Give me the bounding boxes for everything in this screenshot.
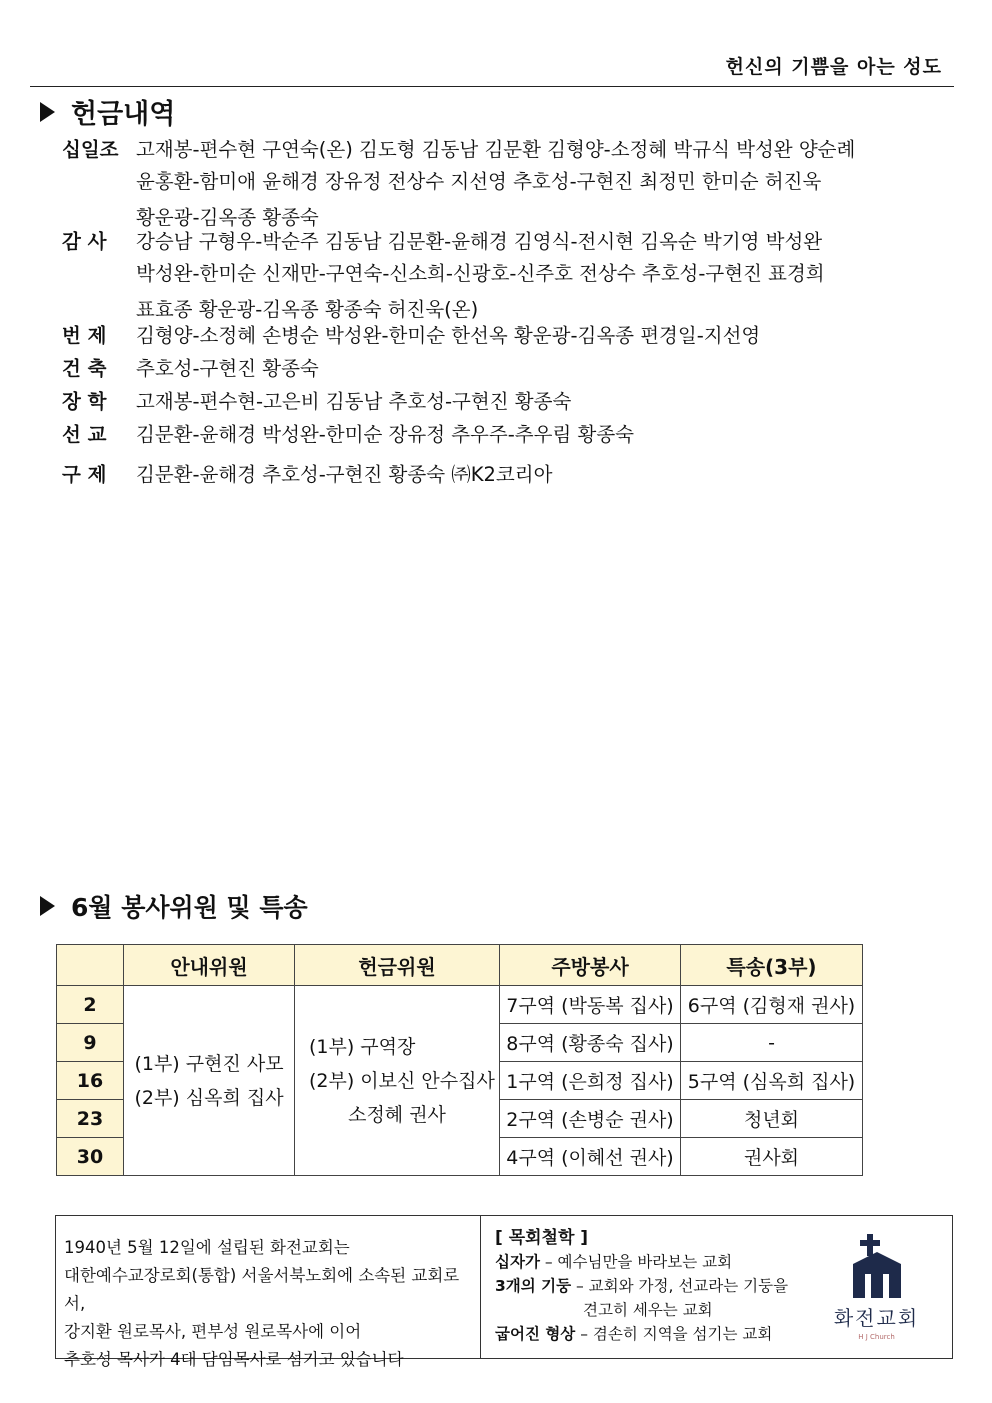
church-history	[56, 1216, 481, 1369]
usher-line: (2부) 심옥희 집사	[134, 1086, 284, 1109]
offering-team-line: (1부) 구역장	[309, 1035, 416, 1058]
page-header-title: 헌신의 기쁨을 아는 성도	[725, 56, 942, 78]
date-cell: 30	[57, 1138, 124, 1176]
offering-line: 고재봉-편수현 구연숙(온) 김도형 김동남 김문환 김형양-소정혜 박규식 박성완 양순례	[136, 138, 856, 161]
special-song-cell: 권사회	[681, 1138, 863, 1176]
offering-category: 십일조	[62, 138, 119, 161]
kitchen-cell: 4구역 (이혜선 권사)	[500, 1138, 681, 1176]
table-header-cell: 안내위원	[124, 945, 295, 986]
triangle-bullet-icon	[40, 896, 55, 916]
offering-line: 표효종 황운광-김옥종 황종숙 허진욱(온)	[136, 298, 479, 321]
offering-team-line: (2부) 이보신 안수집사	[309, 1069, 495, 1092]
offering-names	[136, 134, 856, 234]
philosophy-desc: 견고히 세우는 교회	[583, 1301, 713, 1319]
philosophy-term: 굽어진 형상	[495, 1325, 576, 1343]
philosophy-item	[495, 1250, 801, 1274]
offering-names	[136, 386, 836, 418]
special-song-cell: 6구역 (김형재 권사)	[681, 986, 863, 1024]
service-table	[56, 944, 863, 1176]
kitchen-cell: 7구역 (박동복 집사)	[500, 986, 681, 1024]
offering-names	[136, 419, 836, 451]
church-cross-logo-icon	[847, 1234, 907, 1300]
offering-row-burnt	[62, 320, 836, 352]
offering-line: 김문환-윤해경 추호성-구현진 황종숙 ㈜K2코리아	[136, 463, 553, 486]
history-line: 강지환 원로목사, 편부성 원로목사에 이어	[64, 1322, 362, 1341]
offering-team-line: 소정혜 권사	[348, 1103, 446, 1126]
church-logo-name: 화전교회	[833, 1305, 920, 1330]
offering-line: 추호성-구현진 황종숙	[136, 357, 319, 380]
triangle-bullet-icon	[40, 102, 55, 122]
ministry-philosophy	[481, 1216, 801, 1358]
table-row	[57, 986, 863, 1024]
kitchen-cell: 8구역 (황종숙 집사)	[500, 1024, 681, 1062]
service-section-heading	[40, 888, 308, 924]
church-info-box	[55, 1215, 953, 1369]
church-logo-subtitle: H J Church	[858, 1332, 895, 1341]
table-header-cell: 특송(3부)	[681, 945, 863, 986]
offering-row-thanks	[62, 226, 836, 326]
offering-line: 고재봉-편수현-고은비 김동남 추호성-구현진 황종숙	[136, 390, 572, 413]
service-section-title: 6월 봉사위원 및 특송	[71, 893, 308, 922]
offering-names	[136, 459, 836, 491]
offering-names	[136, 353, 836, 385]
table-header-cell: 주방봉사	[500, 945, 681, 986]
kitchen-cell: 2구역 (손병순 권사)	[500, 1100, 681, 1138]
offering-row-relief	[62, 459, 836, 491]
offering-row-mission	[62, 419, 836, 451]
usher-line: (1부) 구현진 사모	[134, 1052, 284, 1075]
offering-category: 선 교	[62, 423, 107, 446]
table-header-cell: 헌금위원	[295, 945, 500, 986]
special-song-cell: 5구역 (심옥희 집사)	[681, 1062, 863, 1100]
kitchen-cell: 1구역 (은희정 집사)	[500, 1062, 681, 1100]
offering-section-title: 헌금내역	[71, 99, 176, 130]
header-divider	[30, 86, 954, 87]
usher-cell	[124, 986, 295, 1176]
special-song-cell: 청년회	[681, 1100, 863, 1138]
table-header-row	[57, 945, 863, 986]
offering-category: 구 제	[62, 463, 107, 486]
philosophy-term: 십자가	[495, 1253, 540, 1271]
table-header-cell	[57, 945, 124, 986]
history-line: 대한예수교장로회(통합) 서울서북노회에 소속된 교회로서,	[64, 1266, 460, 1313]
offering-line: 김형양-소정혜 손병순 박성완-한미순 한선옥 황운광-김옥종 편경일-지선영	[136, 324, 761, 347]
philosophy-term: 3개의 기둥	[495, 1277, 572, 1295]
offering-line: 김문환-윤해경 박성완-한미순 장유정 추우주-추우림 황종숙	[136, 423, 634, 446]
offering-names	[136, 320, 836, 352]
date-cell: 2	[57, 986, 124, 1024]
offering-line: 박성완-한미순 신재만-구연숙-신소희-신광호-신주호 전상수 추호성-구현진 표경희	[136, 262, 825, 285]
offering-row-tithe	[62, 134, 856, 234]
special-song-cell: -	[681, 1024, 863, 1062]
church-logo	[801, 1216, 952, 1358]
philosophy-desc: – 겸손히 지역을 섬기는 교회	[575, 1325, 773, 1343]
philosophy-desc: – 예수님만을 바라보는 교회	[539, 1253, 733, 1271]
date-cell: 23	[57, 1100, 124, 1138]
philosophy-desc: – 교회와 가정, 선교라는 기둥을	[571, 1277, 789, 1295]
offering-row-scholarship	[62, 386, 836, 418]
offering-names	[136, 226, 836, 326]
offering-line: 윤홍환-함미애 윤해경 장유정 전상수 지선영 추호성-구현진 최정민 한미순 허진욱	[136, 170, 822, 193]
history-line: 추호성 목사가 4대 담임목사로 섬기고 있습니다	[64, 1350, 404, 1369]
date-cell: 16	[57, 1062, 124, 1100]
offering-team-cell	[295, 986, 500, 1176]
philosophy-title: [ 목회철학 ]	[495, 1228, 589, 1248]
offering-category: 건 축	[62, 357, 107, 380]
offering-section-heading	[40, 92, 175, 131]
date-cell: 9	[57, 1024, 124, 1062]
offering-category: 번 제	[62, 324, 107, 347]
philosophy-item	[495, 1274, 801, 1298]
history-line: 1940년 5월 12일에 설립된 화전교회는	[64, 1238, 350, 1257]
offering-line: 황운광-김옥종 황종숙	[136, 206, 319, 229]
offering-line: 강승남 구형우-박순주 김동남 김문환-윤해경 김영식-전시현 김옥순 박기영 박성완	[136, 230, 823, 253]
philosophy-item	[495, 1322, 801, 1346]
offering-category: 장 학	[62, 390, 107, 413]
offering-row-building	[62, 353, 836, 385]
offering-category: 감 사	[62, 230, 107, 253]
philosophy-item	[495, 1298, 801, 1322]
